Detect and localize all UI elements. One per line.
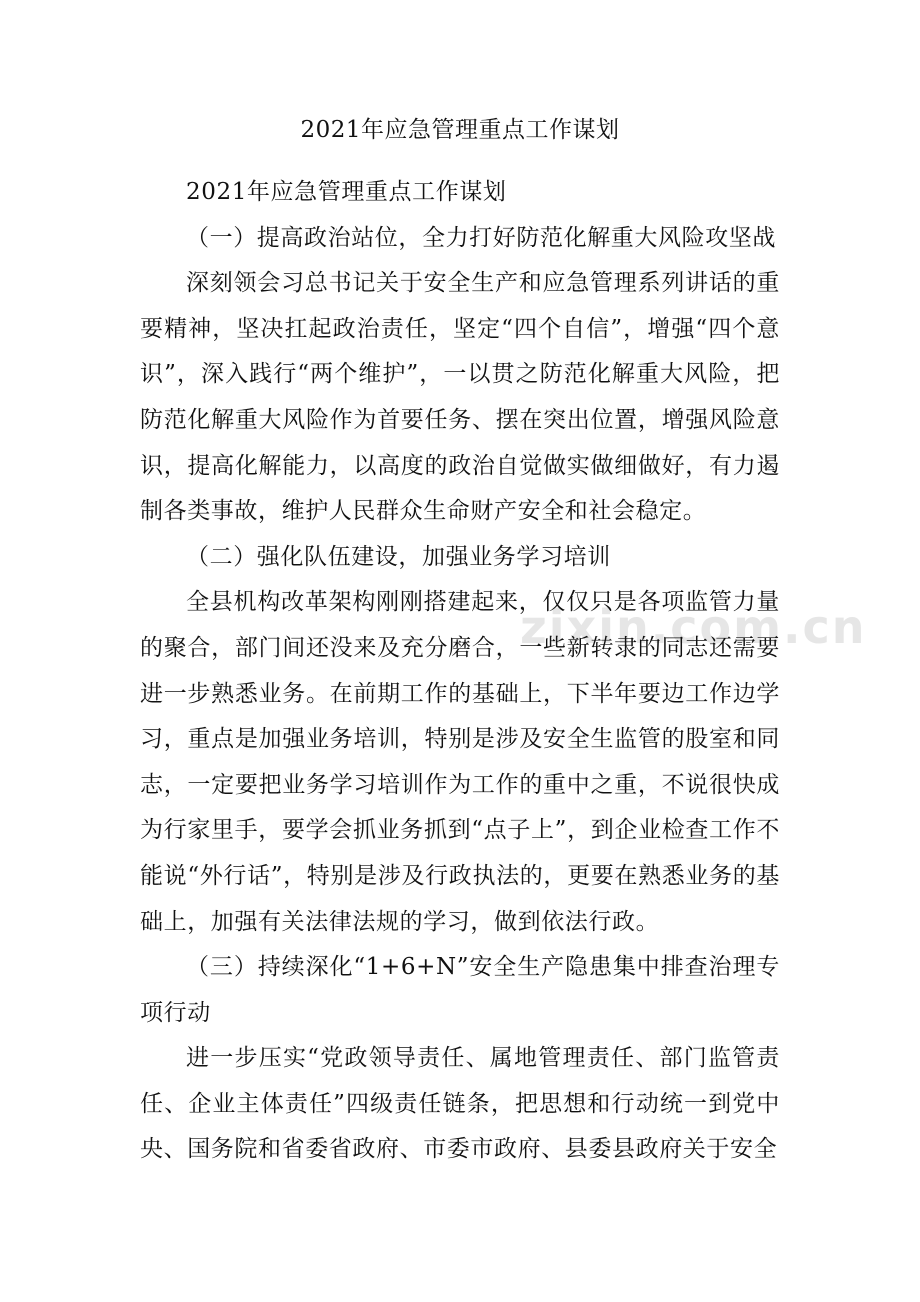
paragraph-2: 全县机构改革架构刚刚搭建起来，仅仅只是各项监管力量的聚合，部门间还没来及充分磨合，一些新转隶的同志还需要进一步熟悉业务。在前期工作的基础上，下半年要边工作边学习，重点是加强业务培训，特别是涉及安全生监管的股室和同志，一定要把业务学习培训作为工作的重中之重，不说很快成为行家里手，要学会抓业务抓到“点子上”，到企业检查工作不能说“外行话”，特别是涉及行政执法的，更要在熟悉业务的基础上，加强有关法律法规的学习，做到依法行政。 (140, 589, 780, 935)
paragraph-subtitle: 2021年应急管理重点工作谋划 (186, 179, 507, 205)
paragraph-1: 深刻领会习总书记关于安全生产和应急管理系列讲话的重要精神，坚决扛起政治责任，坚定“四个自信”，增强“四个意识”，深入践行“两个维护”，一以贯之防范化解重大风险，把防范化解重大风险作为首要任务、摆在突出位置，增强风险意识，提高化解能力，以高度的政治自觉做实做细做好，有力遏制各类事故，维护人民群众生命财产安全和社会稳定。 (140, 270, 780, 525)
document-title: 2021年应急管理重点工作谋划 (300, 117, 620, 143)
section-heading-1: （一）提高政治站位，全力打好防范化解重大风险攻坚战 (186, 224, 776, 251)
paragraph-3: 进一步压实“党政领导责任、属地管理责任、部门监管责任、企业主体责任”四级责任链条，把思想和行动统一到党中央、国务院和省委省政府、市委市政府、县委县政府关于安全 (140, 1045, 780, 1163)
watermark-logo: zixin.com.cn (520, 600, 867, 654)
document-body (140, 170, 780, 1173)
section-heading-3: （三）持续深化“1+6+N”安全生产隐患集中排查治理专项行动 (140, 954, 780, 1026)
section-heading-2: （二）强化队伍建设，加强业务学习培训 (186, 543, 611, 570)
